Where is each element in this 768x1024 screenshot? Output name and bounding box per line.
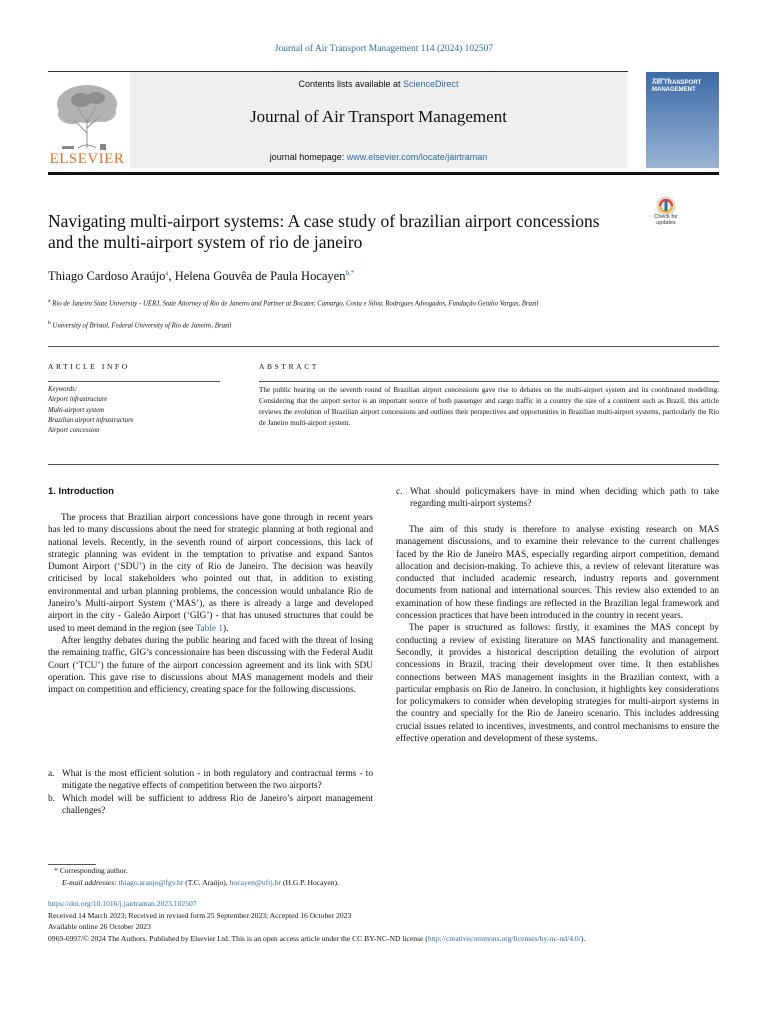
paragraph-text: The process that Brazilian airport concessions have gone through in recent years has led to many discussions about the need for strategic planning at both regional and national levels. Recently, in the seventh round of airport concessions, this lack of strategic planning was evident in the temptation to privatise and expand Santos Dumont Airport (‘SDU’) in the city of Rio de Janeiro. The decision was heavily criticised by local stakeholders who pointed out that, in addition to existing environmental and urban planning problems, the concession would unbalance Rio de Janeiro’s Multi-airport System (‘MAS’), as there is already a large and developed airport in the city - Galeão Airport (‘GIG’) - that has unused structures that could be used to meet demand in the region (see	[48, 513, 373, 634]
left-column	[48, 512, 373, 696]
license-text: ).	[580, 934, 586, 943]
homepage-link[interactable]: www.elsevier.com/locate/jairtraman	[346, 152, 488, 162]
contents-line	[130, 79, 627, 89]
doi-link[interactable]: https://doi.org/10.1016/j.jairtraman.2023.102507	[48, 899, 197, 908]
article-title: Navigating multi-airport systems: A case study of brazilian airport concessions and the multi-airport system of rio de janeiro	[48, 211, 600, 252]
corresponding-author-note	[48, 866, 720, 877]
list-marker: a.	[48, 769, 55, 779]
list-marker: b.	[48, 793, 55, 804]
abstract-rule	[259, 381, 719, 382]
info-top-rule	[48, 346, 719, 347]
keywords-block	[48, 385, 228, 436]
body-paragraph: The paper is structured as follows: firstly, it examines the MAS concept by conducting a review of existing literature on MAS functionality and management. Secondly, it provides a historical description detailing the evolution of airport concessions in Brazil, tracing their development over time. It then establishes connections between MAS management insights in the Brazilian context, with a particular emphasis on Rio de Janeiro. In conclusion, it highlights key considerations for policymakers to consider when developing strategies for multi-airport systems in the country and specially for the Rio de Janeiro scenario. This includes addressing crucial issues related to incentives, investments, and control mechanisms to ensure the effective operation and development of these systems.	[396, 623, 719, 745]
header-bottom-rule	[48, 172, 719, 175]
body-paragraph: The aim of this study is therefore to analyse existing research on MAS management discussions, and to examine their relevance to the current challenges faced by the Rio de Janeiro MAS, especially regarding airport competition, demand allocation and decision-making. To achieve this, a review of relevant literature was conducted that included academic research, industry reports and government documents from national and international sources. This review also extended to an examination of how these findings are reflected in the Brazilian legal framework and concession practices that have been introduced in the country in recent years.	[396, 525, 719, 622]
affiliation-text: Rio de Janeiro State University - UERJ, State Attorney of Rio de Janeiro and Partner at Bocater, Camargo, Costa e Silva, Rodrigues Advogados, Fundação Getúlio Vargas, Brazil	[52, 300, 539, 308]
question-list-continued	[396, 486, 719, 511]
abstract-heading: ABSTRACT	[259, 362, 319, 371]
homepage-prefix: journal homepage:	[269, 152, 347, 162]
received-dates: Received 14 March 2023; Received in revised form 25 September 2023; Accepted 16 October 2023	[48, 911, 352, 920]
question-list	[48, 768, 373, 817]
sciencedirect-link[interactable]: ScienceDirect	[403, 79, 459, 89]
affiliation-text: University of Bristol, Federal University of Rio de Janeiro, Brazil	[52, 322, 232, 330]
article-info-heading: ARTICLE INFO	[48, 362, 130, 371]
elsevier-wordmark: ELSEVIER	[49, 151, 125, 167]
footnote-rule	[48, 864, 96, 865]
body-paragraph	[48, 512, 373, 635]
email-addresses	[48, 878, 720, 889]
table-1-link[interactable]: Table 1	[195, 623, 224, 634]
list-text: What is the most efficient solution - in both regulatory and contractual terms - to mitigate the negative effects of competition between the two airports?	[62, 769, 373, 792]
affiliation-a	[48, 296, 688, 309]
list-item	[48, 793, 373, 818]
email-link[interactable]: hocayen@ufrj.br	[229, 878, 282, 887]
email-owner: (T.C. Araújo),	[183, 878, 230, 887]
author-name[interactable]: Thiago Cardoso Araújo	[48, 269, 166, 284]
homepage-line	[130, 152, 627, 162]
author-separator: ,	[168, 269, 175, 284]
list-marker: c.	[396, 487, 403, 497]
list-item	[396, 486, 719, 511]
list-text: What should policymakers have in mind when deciding which path to take regarding multi-airport systems?	[410, 487, 719, 510]
author-list	[48, 269, 354, 284]
abstract-text: The public hearing on the seventh round of Brazilian airport concessions gave rise to debates on the multi-airport system and its coordinated modelling. Considering that the airport sector is an important source of both passenger and cargo traffic in a country the size of a continent such as Brazil, this article reviews the evolution of Brazilian airport concessions and outlines their perspectives and opportunities in Brazilian multi-airport systems, particularly the Rio de Janeiro multi-airport system.	[259, 386, 719, 428]
journal-title: Journal of Air Transport Management	[250, 107, 507, 126]
list-text: Which model will be sufficient to address Rio de Janeiro’s airport management challenges?	[62, 793, 373, 816]
journal-reference[interactable]: Journal of Air Transport Management 114 (2024) 102507	[274, 44, 494, 54]
affiliation-b	[48, 318, 688, 331]
cover-small-text: Journal of	[652, 76, 670, 81]
author-affil-marker[interactable]: a	[165, 269, 169, 277]
section-heading: 1. Introduction	[48, 486, 114, 497]
author-affil-marker[interactable]: b,*	[345, 269, 355, 277]
keywords-label: Keywords:	[48, 386, 78, 393]
license-link[interactable]: http://creativecommons.org/licenses/by-nc-nd/4.0/	[427, 934, 581, 943]
keyword-item[interactable]: Airport concession	[48, 427, 100, 435]
available-online: Available online 26 October 2023	[48, 922, 151, 931]
article-info-rule	[48, 381, 220, 382]
keyword-item[interactable]: Multi-airport system	[48, 406, 105, 414]
list-item	[48, 768, 373, 793]
footnote-text: * Corresponding author.	[54, 866, 128, 875]
right-column	[396, 524, 719, 745]
body-paragraph: After lengthy debates during the public hearing and faced with the threat of losing the remaining traffic, GIG’s concessionaire has been discussing with the Federal Audit Court (‘TCU’) the future of the airport concession agreement and its link with SDU operation. This gave rise to discussions about MAS management models and their impact on competition and efficiency, creating space for the following discussions.	[48, 635, 373, 696]
cover-title: AIR TRANSPORT MANAGEMENT	[652, 80, 702, 93]
affiliation-marker: b	[48, 320, 51, 326]
contents-prefix: Contents lists available at	[298, 79, 404, 89]
license-statement	[48, 934, 720, 945]
email-label: E-mail addresses:	[62, 878, 119, 887]
abstract-bottom-rule	[48, 464, 719, 465]
paragraph-text: ).	[223, 623, 229, 634]
license-text: 0969-6997/© 2024 The Authors. Published by Elsevier Ltd. This is an open access article under the CC BY-NC-ND license (	[48, 934, 428, 943]
email-owner: (H.G.P. Hocayen).	[281, 878, 339, 887]
keyword-item[interactable]: Airport infrastructure	[48, 396, 108, 404]
affiliation-marker: a	[48, 298, 51, 304]
email-link[interactable]: thiago.araujo@fgv.br	[118, 878, 184, 887]
keyword-item[interactable]: Brazilian airport infrastructure	[48, 416, 134, 424]
check-for-updates-label[interactable]: Check for updates	[654, 214, 678, 226]
author-name[interactable]: Helena Gouvêa de Paula Hocayen	[174, 269, 346, 284]
